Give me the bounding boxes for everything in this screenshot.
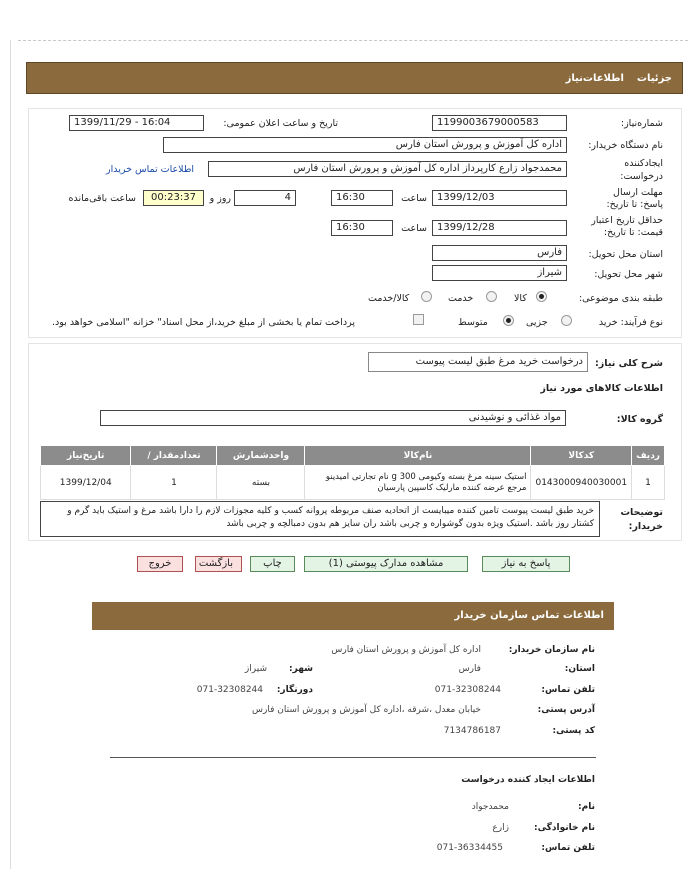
creator-phone-value: 071-36334455 [436, 843, 503, 853]
process-label: نوع فرآیند: خرید [598, 317, 663, 328]
col-date: تاریخ‌نیاز [41, 446, 131, 466]
province-field: فارس [432, 245, 567, 261]
back-button[interactable]: بازگشت [195, 556, 242, 572]
category-goods-label: کالا [514, 293, 527, 304]
org-city-label: شهر: [289, 664, 313, 674]
org-contact-header [92, 602, 614, 630]
category-label: طبقه بندی موضوعی: [578, 293, 663, 304]
process-partial-radio[interactable] [561, 315, 572, 326]
buyer-contact-link[interactable]: اطلاعات تماس خریدار [106, 164, 195, 175]
remaining-time-field: 00:23:37 [143, 190, 204, 206]
goods-info-heading: اطلاعات کالاهای مورد نیاز [540, 383, 663, 394]
left-divider [10, 40, 11, 869]
process-medium-label: متوسط [458, 317, 488, 328]
announce-label: تاریخ و ساعت اعلان عمومی: [223, 118, 338, 129]
goods-table [40, 445, 665, 500]
creator-name-value: محمدجواد [471, 802, 509, 812]
validity-time-label: ساعت [401, 223, 427, 234]
process-medium-radio[interactable] [503, 315, 514, 326]
org-province-label: استان: [564, 664, 595, 674]
org-phone-value: 071-32308244 [434, 685, 501, 695]
creator-family-label: نام خانوادگی: [533, 823, 595, 833]
attachments-button[interactable]: مشاهده مدارک پیوستی (1) [304, 556, 468, 572]
tab-details[interactable]: جزئیات [636, 73, 672, 84]
category-goods-radio[interactable] [536, 291, 547, 302]
buyer-label: نام دستگاه خریدار: [588, 140, 663, 151]
cell-date: 1399/12/04 [41, 466, 131, 500]
org-phone-label: تلفن تماس: [541, 685, 595, 695]
days-field: 4 [234, 190, 296, 206]
validity-date-field: 1399/12/28 [432, 220, 567, 236]
remaining-label: ساعت باقی‌مانده [68, 193, 136, 204]
org-contact-title: اطلاعات تماس سازمان خریدار [454, 610, 604, 621]
deadline-time-field: 16:30 [331, 190, 393, 206]
days-label: روز و [209, 193, 231, 204]
deadline-date-field: 1399/12/03 [432, 190, 567, 206]
summary-label: شرح کلی نیاز: [594, 358, 663, 369]
category-goods-service-radio[interactable] [421, 291, 432, 302]
summary-field: درخواست خرید مرغ طبق لیست پیوست [368, 352, 588, 372]
col-unit: واحدشمارش [217, 446, 305, 466]
table-row [41, 466, 665, 500]
org-fax-value: 071-32308244 [196, 685, 263, 695]
org-fax-label: دورنگار: [276, 685, 313, 695]
creator-family-value: زارع [492, 823, 509, 833]
creator-name-label: نام: [578, 802, 595, 812]
top-divider [18, 40, 688, 41]
cell-name: استیک سینه مرغ بسته وکیومی 300 g نام تجارتی امیدینو مرجع عرضه کننده مارلیک کاسپین پارسیان [305, 466, 531, 500]
cell-code: 0143000940030001 [531, 466, 632, 500]
org-address-label: آدرس پستی: [537, 705, 595, 715]
deadline-time-label: ساعت [401, 193, 427, 204]
org-postal-label: کد پستی: [552, 726, 595, 736]
category-goods-service-label: کالا/خدمت [368, 293, 410, 304]
creator-info-title: اطلاعات ایجاد کننده درخواست [461, 775, 595, 785]
treasury-payment-note: پرداخت تمام یا بخشی از مبلغ خرید،از محل اسناد" خزانه "اسلامی خواهد بود. [52, 317, 355, 328]
city-label: شهر محل تحویل: [594, 269, 663, 280]
category-service-radio[interactable] [486, 291, 497, 302]
treasury-payment-checkbox[interactable] [413, 314, 424, 325]
reply-button[interactable]: پاسخ به نیاز [482, 556, 570, 572]
exit-button[interactable]: خروج [137, 556, 183, 572]
need-number-label: شماره‌نیاز: [620, 118, 663, 129]
group-label: گروه کالا: [616, 414, 663, 425]
print-button[interactable]: چاپ [250, 556, 295, 572]
page-header [26, 62, 683, 94]
validity-time-field: 16:30 [331, 220, 393, 236]
creator-label: ایجادکننده درخواست: [620, 158, 663, 182]
group-field: مواد غذائی و نوشیدنی [100, 410, 566, 426]
org-name-value: اداره کل آموزش و پرورش استان فارس [331, 645, 481, 655]
category-service-label: خدمت [448, 293, 474, 304]
buyer-field: اداره کل آموزش و پرورش استان فارس [163, 137, 567, 153]
col-name: نام‌کالا [305, 446, 531, 466]
cell-row: 1 [632, 466, 665, 500]
creator-field: محمدجواد زارع کارپرداز اداره کل آموزش و پرورش استان فارس [208, 161, 567, 177]
org-postal-value: 7134786187 [443, 726, 501, 736]
process-partial-label: جزیی [526, 317, 548, 328]
org-address-value: خیابان معدل ،شرقه ،اداره کل آموزش و پرورش استان فارس [252, 705, 481, 715]
table-header-row [41, 446, 665, 466]
need-number-field: 1199003679000583 [432, 115, 567, 131]
buyer-notes-label: توضیحات خریدار: [620, 507, 663, 532]
city-field: شیراز [432, 265, 567, 281]
buyer-notes-field: خرید طبق لیست پیوست تامین کننده میبایست از اتحادیه صنف مربوطه پروانه کسب و کلیه مجوزات لازم را دارا باشد مرغ و استیک باید گرم و کشتار روز باشد .استیک ویژه بدون گوشواره و چربی باشد ران سایز هم بدون دمبالچه و چربی باشد [40, 501, 600, 537]
deadline-label: مهلت ارسال پاسخ: تا تاریخ: [606, 187, 663, 210]
cell-qty: 1 [131, 466, 217, 500]
section-divider [110, 757, 596, 758]
col-code: کدکالا [531, 446, 632, 466]
tab-need-info[interactable]: اطلاعات‌نیاز [565, 73, 624, 84]
validity-label: حداقل تاریخ اعتبار قیمت: تا تاریخ: [591, 215, 663, 238]
org-name-label: نام سازمان خریدار: [508, 645, 595, 655]
col-qty: تعدادمقدار / [131, 446, 217, 466]
org-city-value: شیراز [244, 664, 267, 674]
announce-field: 1399/11/29 - 16:04 [69, 115, 204, 131]
cell-unit: بسته [217, 466, 305, 500]
col-row: ردیف [632, 446, 665, 466]
org-province-value: فارس [458, 664, 481, 674]
province-label: استان محل تحویل: [588, 249, 663, 260]
creator-phone-label: تلفن تماس: [541, 843, 595, 853]
